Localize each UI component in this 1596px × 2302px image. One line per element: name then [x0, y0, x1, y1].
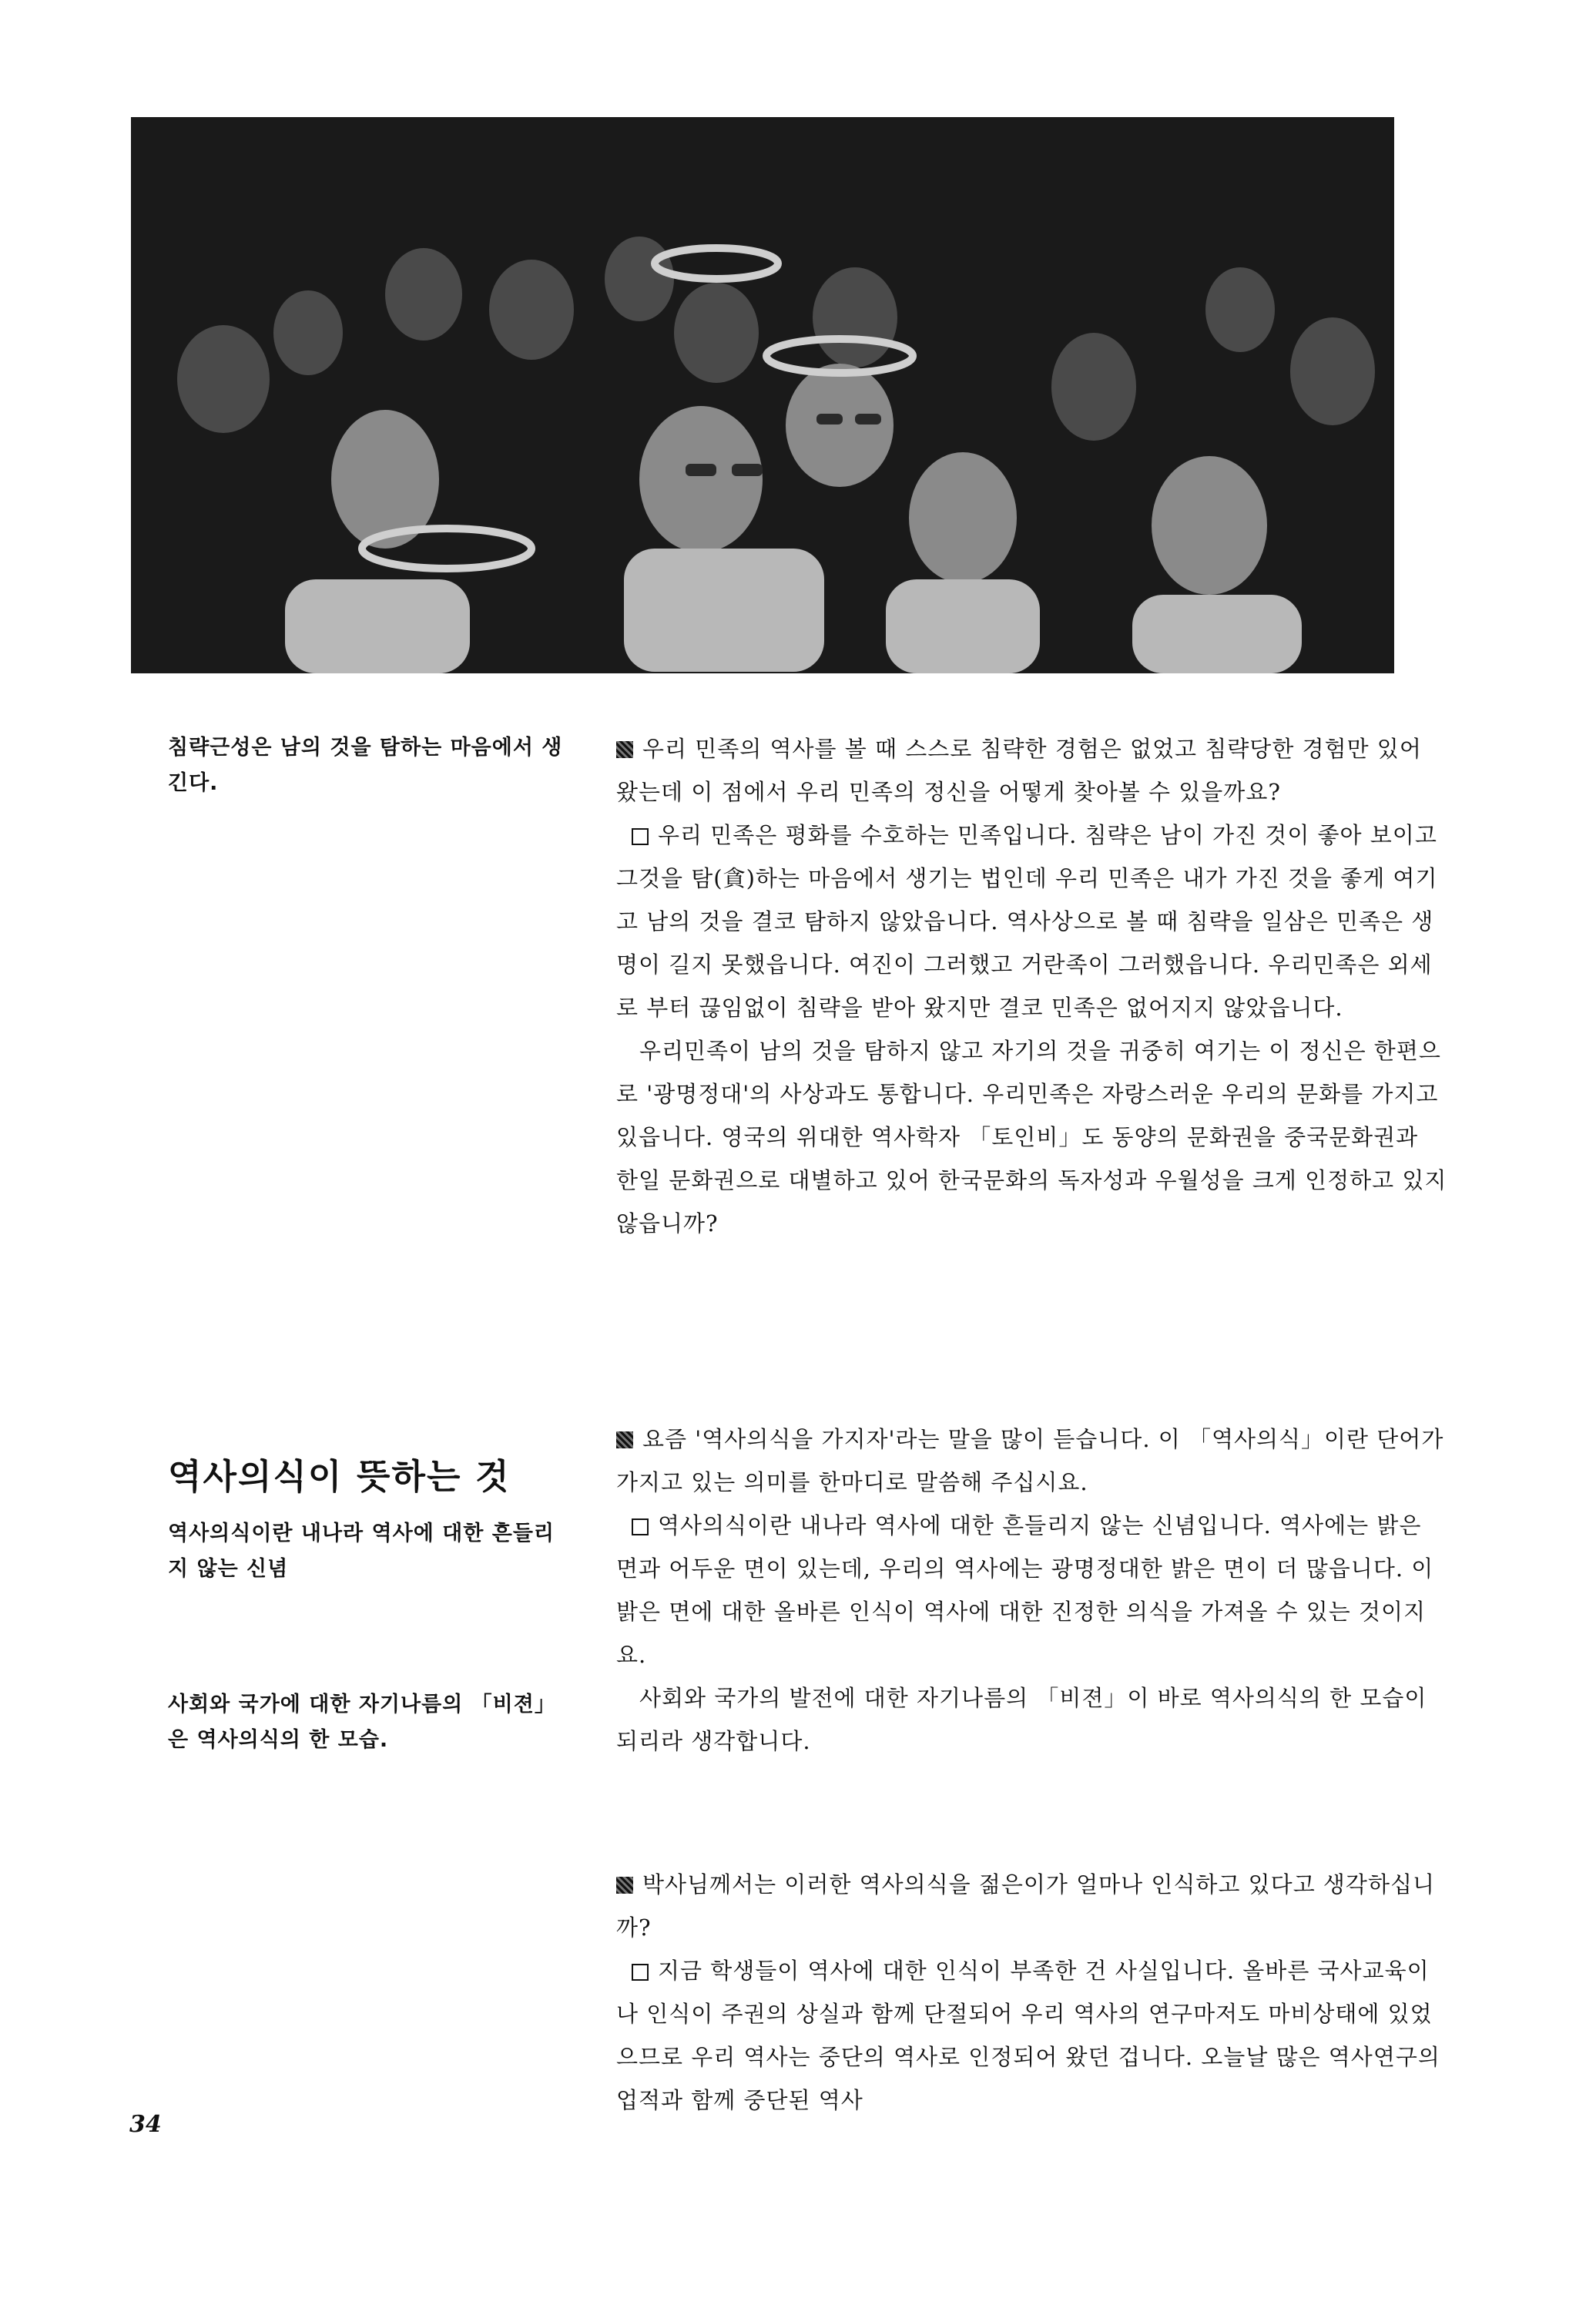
answer-mark-icon [632, 1518, 649, 1535]
question-mark-icon [616, 1431, 633, 1448]
section-1 [616, 727, 1448, 1245]
question-mark-icon [616, 1877, 633, 1894]
answer-1a [616, 814, 1448, 1029]
section-2 [616, 1418, 1448, 1763]
answer-2a [616, 1504, 1448, 1676]
crowd-photo [131, 117, 1394, 673]
question-3-text: 박사님께서는 이러한 역사의식을 젊은이가 얼마나 인식하고 있다고 생각하십니까? [616, 1871, 1435, 1941]
section-3 [616, 1863, 1448, 2122]
section-heading: 역사의식이 뜻하는 것 [168, 1456, 511, 1497]
crowd-photo-illustration [131, 117, 1394, 673]
answer-1a-text: 우리 민족은 평화를 수호하는 민족입니다. 침략은 남이 가진 것이 좋아 보이고 그것을 탐(貪)하는 마음에서 생기는 법인데 우리 민족은 내가 가진 것을 좋게 여기고 남의 것을 결코 탐하지 않았읍니다. 역사상으로 볼 때 침략을 일삼은 민족은 생명이 길지 못했읍니다. 여진이 그러했고 거란족이 그러했읍니다. 우리민족은 외세로 부터 끊임없이 침략을 받아 왔지만 결코 민족은 없어지지 않았읍니다. [616, 822, 1438, 1021]
answer-3a [616, 1949, 1448, 2122]
sidebar-caption-3: 사회와 국가에 대한 자기나름의 「비젼」은 역사의식의 한 모습. [168, 1693, 556, 1752]
page-number: 34 [129, 2111, 162, 2138]
question-1-text: 우리 민족의 역사를 볼 때 스스로 침략한 경험은 없었고 침략당한 경험만 있어 왔는데 이 점에서 우리 민족의 정신을 어떻게 찾아볼 수 있을까요? [616, 736, 1422, 805]
question-1 [616, 727, 1448, 814]
answer-mark-icon [632, 828, 649, 845]
question-mark-icon [616, 741, 633, 758]
answer-3a-text: 지금 학생들이 역사에 대한 인식이 부족한 건 사실입니다. 올바른 국사교육이나 인식이 주권의 상실과 함께 단절되어 우리 역사의 연구마저도 마비상태에 있었으므로 우리 역사는 중단의 역사로 인정되어 왔던 겁니다. 오늘날 많은 역사연구의 업적과 함께 중단된 역사 [616, 1958, 1440, 2113]
answer-mark-icon [632, 1964, 649, 1981]
question-2 [616, 1418, 1448, 1504]
question-2-text: 요즘 '역사의식을 가지자'라는 말을 많이 듣습니다. 이 「역사의식」이란 단어가 가지고 있는 의미를 한마디로 말씀해 주십시요. [616, 1426, 1444, 1495]
sidebar-caption-1: 침략근성은 남의 것을 탐하는 마음에서 생긴다. [168, 736, 563, 795]
answer-1b: 우리민족이 남의 것을 탐하지 않고 자기의 것을 귀중히 여기는 이 정신은 한편으로 '광명정대'의 사상과도 통합니다. 우리민족은 자랑스러운 우리의 문화를 가지고 있읍니다. 영국의 위대한 역사학자 「토인비」도 동양의 문화권을 중국문화권과 한일 문화권으로 대별하고 있어 한국문화의 독자성과 우월성을 크게 인정하고 있지 않읍니까? [616, 1038, 1447, 1237]
question-3 [616, 1863, 1448, 1949]
sidebar-caption-2: 역사의식이란 내나라 역사에 대한 흔들리지 않는 신념 [168, 1522, 555, 1581]
answer-2a-text: 역사의식이란 내나라 역사에 대한 흔들리지 않는 신념입니다. 역사에는 밝은 면과 어두운 면이 있는데, 우리의 역사에는 광명정대한 밝은 면이 더 많읍니다. 이 밝은 면에 대한 올바른 인식이 역사에 대한 진정한 의식을 가져올 수 있는 것이지요. [616, 1512, 1434, 1668]
answer-2b: 사회와 국가의 발전에 대한 자기나름의 「비젼」이 바로 역사의식의 한 모습이 되리라 생각합니다. [616, 1685, 1427, 1754]
